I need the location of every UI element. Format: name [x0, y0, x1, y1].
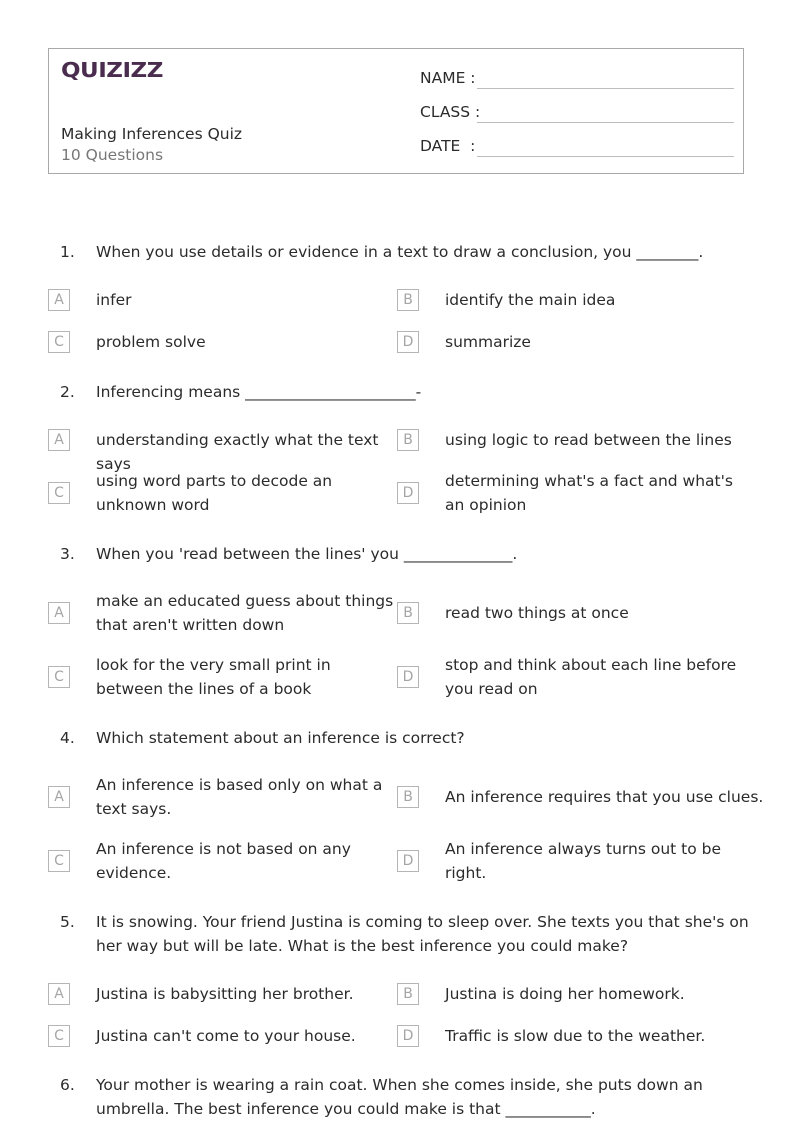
- option-text: determining what's a fact and what's an opinion: [445, 472, 733, 514]
- option-text: infer: [96, 291, 132, 309]
- question-number: 4.: [60, 729, 75, 747]
- class-line: [477, 122, 734, 123]
- option-letter-box: B: [397, 983, 419, 1005]
- worksheet-header: [48, 48, 744, 174]
- option-text: Justina is doing her homework.: [445, 985, 685, 1003]
- option-letter-box: D: [397, 666, 419, 688]
- question-number: 5.: [60, 913, 75, 931]
- class-label: CLASS :: [420, 103, 481, 121]
- option-text: An inference always turns out to be right.: [445, 840, 722, 882]
- option-text: read two things at once: [445, 604, 629, 622]
- date-field: [420, 133, 734, 157]
- option-text: make an educated guess about things that aren't written down: [96, 592, 394, 634]
- question-number: 3.: [60, 545, 75, 563]
- question-text: When you use details or evidence in a text to draw a conclusion, you ________.: [96, 243, 704, 261]
- option-text: An inference requires that you use clues.: [445, 788, 764, 806]
- option-letter-box: B: [397, 602, 419, 624]
- option-letter-box: D: [397, 482, 419, 504]
- option-letter-box: D: [397, 850, 419, 872]
- quiz-title: Making Inferences Quiz: [61, 125, 243, 143]
- option-letter-box: C: [48, 850, 70, 872]
- option-text: identify the main idea: [445, 291, 616, 309]
- option-text: stop and think about each line before you read on: [445, 656, 737, 698]
- name-label: NAME :: [420, 69, 476, 87]
- option-letter-box: A: [48, 602, 70, 624]
- date-line: [477, 156, 734, 157]
- question-count: 10 Questions: [61, 146, 164, 164]
- option-letter-box: B: [397, 786, 419, 808]
- option-text: An inference is based only on what a text says.: [96, 776, 383, 818]
- quizizz-logo: QUIZIZZ: [61, 59, 163, 83]
- option-letter-box: C: [48, 331, 70, 353]
- question-text: Which statement about an inference is correct?: [96, 729, 465, 747]
- option-letter-box: C: [48, 482, 70, 504]
- option-text: Justina is babysitting her brother.: [96, 985, 354, 1003]
- name-line: [477, 88, 734, 89]
- question-text: When you 'read between the lines' you ______________.: [96, 545, 518, 563]
- option-text: look for the very small print in between the lines of a book: [96, 656, 331, 698]
- option-letter-box: A: [48, 429, 70, 451]
- option-text: Justina can't come to your house.: [96, 1027, 356, 1045]
- option-text: using logic to read between the lines: [445, 431, 732, 449]
- option-letter-box: D: [397, 331, 419, 353]
- option-letter-box: B: [397, 289, 419, 311]
- question-text: It is snowing. Your friend Justina is coming to sleep over. She texts you that she's on her way but will be late. What is the best inference you could make?: [96, 913, 749, 955]
- class-field: [420, 99, 734, 123]
- option-text: understanding exactly what the text says: [96, 431, 379, 473]
- option-letter-box: A: [48, 786, 70, 808]
- name-field: [420, 65, 734, 89]
- date-label: DATE :: [420, 137, 476, 155]
- question-number: 6.: [60, 1076, 75, 1094]
- question-text: Your mother is wearing a rain coat. When she comes inside, she puts down an umbrella. The best inference you could make is that ___________.: [96, 1076, 703, 1118]
- question-number: 1.: [60, 243, 75, 261]
- question-number: 2.: [60, 383, 75, 401]
- option-letter-box: B: [397, 429, 419, 451]
- option-letter-box: C: [48, 1025, 70, 1047]
- option-text: problem solve: [96, 333, 206, 351]
- option-letter-box: D: [397, 1025, 419, 1047]
- option-text: summarize: [445, 333, 531, 351]
- option-letter-box: A: [48, 983, 70, 1005]
- option-letter-box: A: [48, 289, 70, 311]
- question-text: Inferencing means ______________________-: [96, 383, 422, 401]
- option-letter-box: C: [48, 666, 70, 688]
- option-text: using word parts to decode an unknown word: [96, 472, 333, 514]
- option-text: An inference is not based on any evidence.: [96, 840, 351, 882]
- option-text: Traffic is slow due to the weather.: [445, 1027, 706, 1045]
